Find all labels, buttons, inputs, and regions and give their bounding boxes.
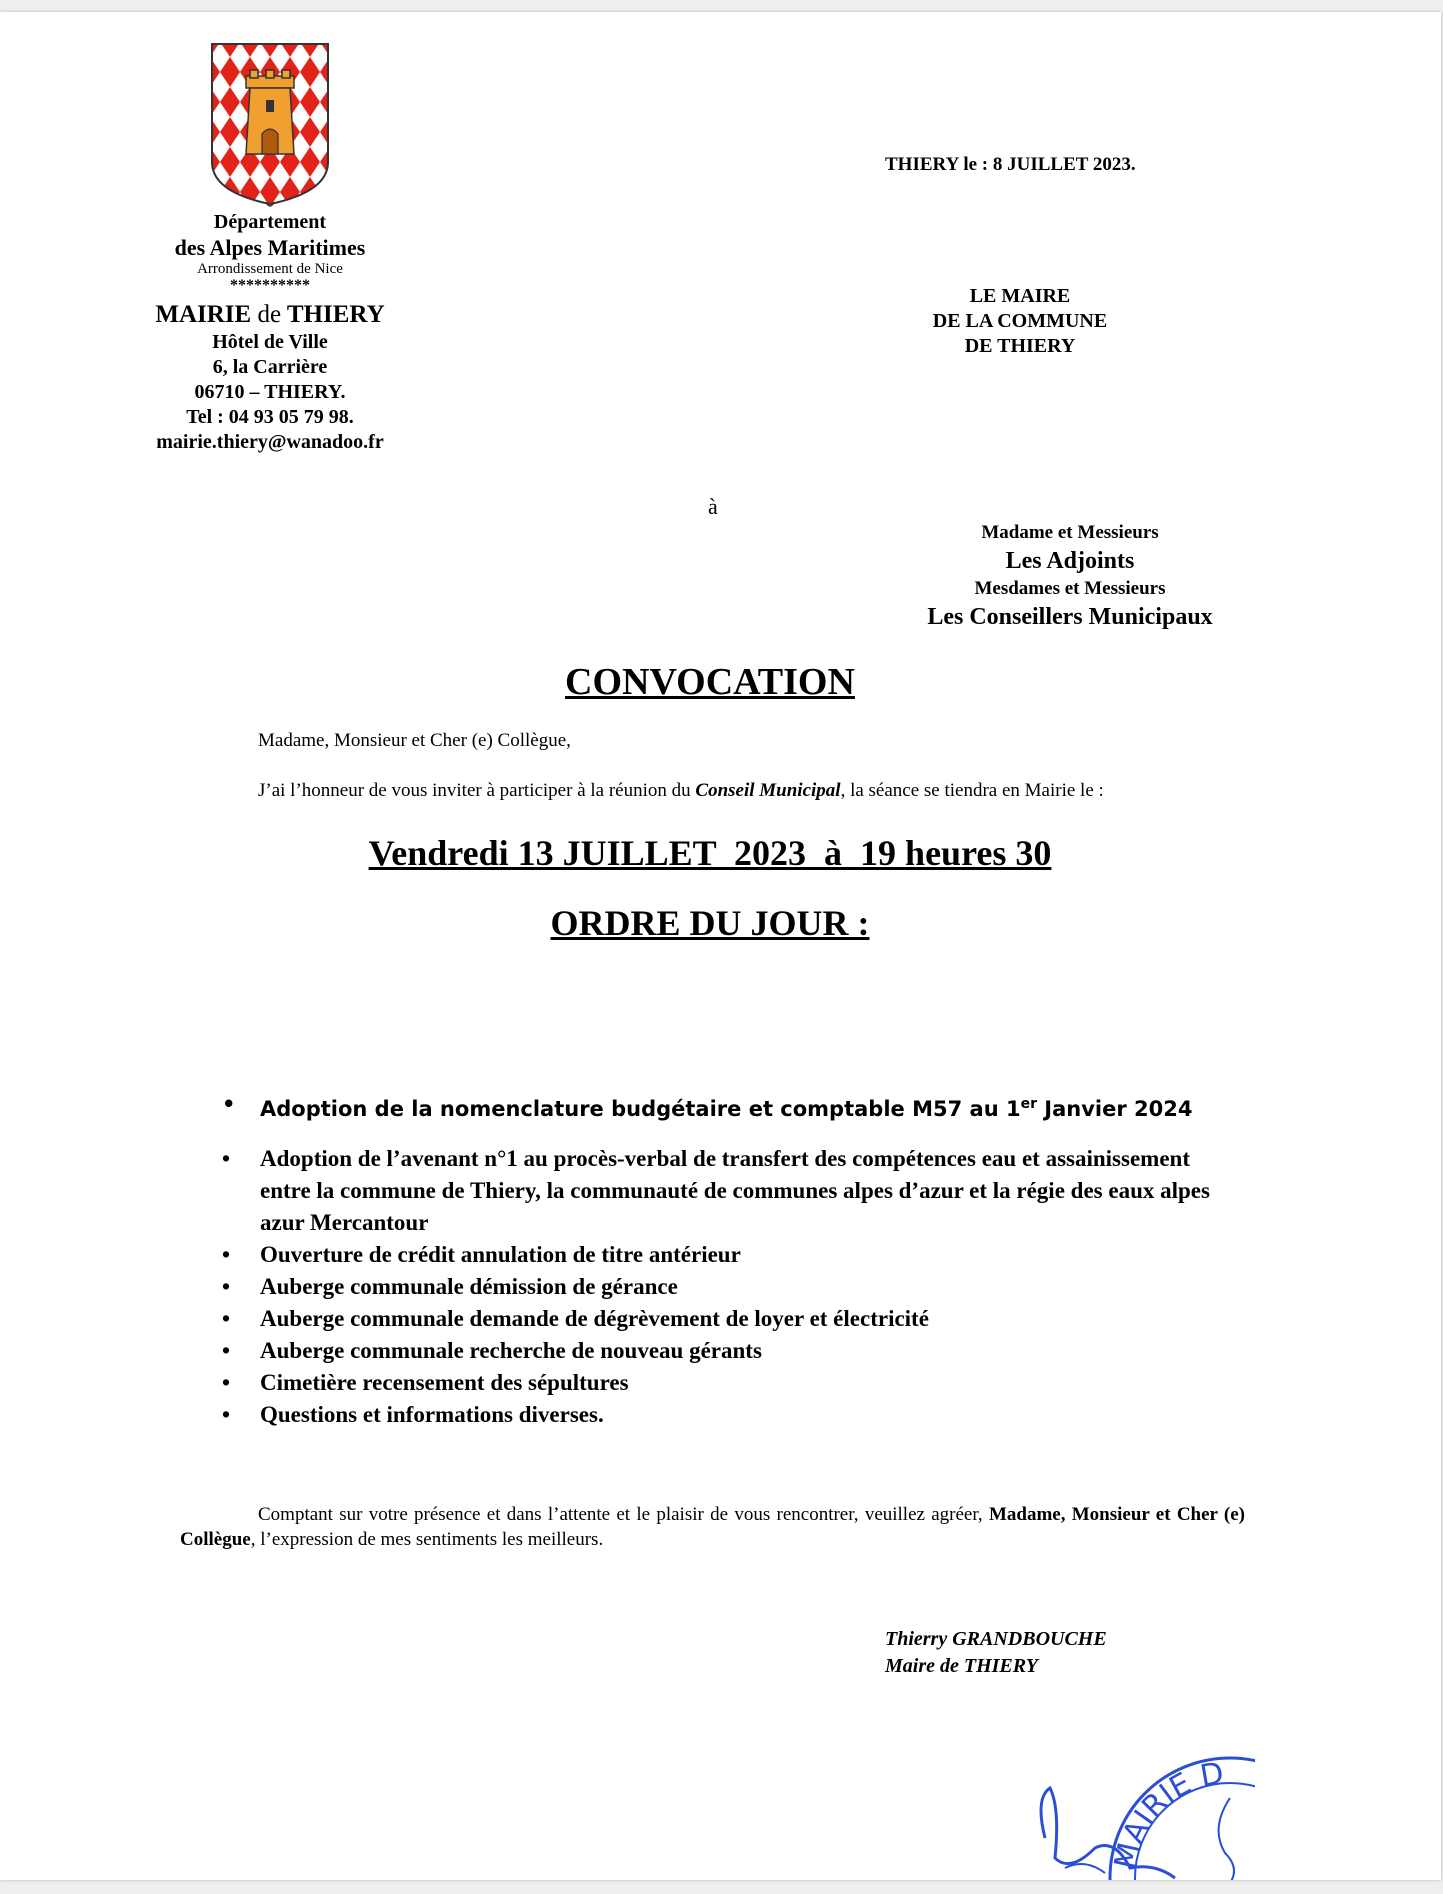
agenda-item-text: Adoption de la nomenclature budgétaire et comptable M57 au 1 — [260, 1097, 1021, 1121]
address-line-3: 06710 – THIERY. — [194, 381, 346, 403]
coat-of-arms-logo — [210, 42, 330, 207]
agenda-item-text: Auberge communale démission de gérance — [260, 1274, 678, 1299]
closing-paragraph — [180, 1502, 1245, 1552]
closing-bold: Madame, Monsieur et Cher (e) Collègue — [180, 1504, 1245, 1550]
official-stamp-and-signature — [1025, 1688, 1255, 1880]
agenda-item-text: Cimetière recensement des sépultures — [260, 1370, 629, 1395]
signature-block — [885, 1626, 1107, 1680]
recipients-block — [905, 520, 1235, 632]
agenda-item — [222, 1143, 1230, 1239]
departement-line: Département — [213, 211, 327, 233]
recipient-line-3: Mesdames et Messieurs — [974, 578, 1166, 599]
invitation-before: J’ai l’honneur de vous inviter à participer à la réunion du — [258, 780, 696, 801]
agenda-item — [222, 1088, 1230, 1125]
letterhead-block — [120, 210, 420, 455]
signatory-name: Thierry GRANDBOUCHE — [885, 1628, 1107, 1650]
document-title: CONVOCATION — [565, 661, 855, 703]
agenda-item — [222, 1367, 1230, 1399]
recipient-line-4: Les Conseillers Municipaux — [927, 604, 1213, 630]
agenda-item-text: Ouverture de crédit annulation de titre antérieur — [260, 1242, 741, 1267]
salutation: Madame, Monsieur et Cher (e) Collègue, — [258, 730, 571, 751]
date-line: THIERY le : 8 JUILLET 2023. — [885, 154, 1136, 175]
agenda-item-text: Questions et informations diverses. — [260, 1402, 604, 1427]
bullet-icon: • — [222, 1274, 231, 1299]
agenda-item-text: Auberge communale recherche de nouveau gérants — [260, 1338, 762, 1363]
separator-stars: ********** — [230, 277, 310, 294]
address-line-1: Hôtel de Ville — [212, 331, 328, 353]
agenda-item — [222, 1271, 1230, 1303]
invitation-after: , la séance se tiendra en Mairie le : — [840, 780, 1104, 801]
agenda-item — [222, 1303, 1230, 1335]
sender-line-1: LE MAIRE — [969, 285, 1071, 307]
signatory-title: Maire de THIERY — [885, 1655, 1038, 1677]
tower-icon — [246, 70, 294, 154]
bullet-icon: • — [222, 1402, 231, 1427]
agenda-item-sup: er — [1020, 1096, 1037, 1112]
agenda-item — [222, 1399, 1230, 1431]
agenda-item — [222, 1335, 1230, 1367]
addressed-to-char: à — [708, 494, 718, 519]
bullet-icon: • — [222, 1146, 231, 1171]
phone-number: Tel : 04 93 05 79 98. — [186, 406, 354, 428]
agenda-item-text-end: Janvier 2024 — [1036, 1097, 1193, 1121]
recipient-line-2: Les Adjoints — [1005, 548, 1135, 574]
invitation-emphasis: Conseil Municipal — [695, 780, 841, 801]
agenda-list — [222, 1088, 1230, 1431]
bullet-icon: • — [222, 1370, 231, 1395]
document-page — [0, 12, 1441, 1880]
agenda-item — [222, 1239, 1230, 1271]
meeting-date: Vendredi 13 JUILLET 2023 à 19 heures 30 — [368, 833, 1052, 873]
agenda-item-text: Adoption de l’avenant n°1 au procès-verbal de transfert des compétences eau et assainissement entre la commune de Thiery, la communauté de communes alpes d’azur et la régie des eaux alpes azur Mercantour — [260, 1146, 1210, 1235]
departement-name: des Alpes Maritimes — [174, 235, 366, 260]
sender-line-3: DE THIERY — [964, 335, 1076, 357]
bullet-icon: • — [222, 1092, 236, 1116]
invitation-sentence — [258, 780, 1104, 802]
closing-text-2: , l’expression de mes sentiments les meilleurs. — [250, 1529, 604, 1550]
bullet-icon: • — [222, 1338, 231, 1363]
recipient-line-1: Madame et Messieurs — [981, 522, 1159, 543]
agenda-title: ORDRE DU JOUR : — [550, 903, 870, 943]
stamp-text: MAIRIE D — [1108, 1755, 1227, 1873]
mairie-name: THIERY — [286, 301, 385, 328]
bullet-icon: • — [222, 1242, 231, 1267]
mairie-word: MAIRIE — [155, 301, 252, 328]
email-address: mairie.thiery@wanadoo.fr — [156, 431, 384, 453]
mairie-title — [120, 300, 420, 330]
address-line-2: 6, la Carrière — [212, 356, 328, 378]
sender-line-2: DE LA COMMUNE — [932, 310, 1108, 332]
closing-text-1: Comptant sur votre présence et dans l’attente et le plaisir de vous rencontrer, veuillez agréer, — [258, 1504, 989, 1525]
bullet-icon: • — [222, 1306, 231, 1331]
arrondissement: Arrondissement de Nice — [197, 261, 343, 277]
sender-block — [900, 284, 1140, 359]
agenda-item-text: Auberge communale demande de dégrèvement de loyer et électricité — [260, 1306, 929, 1331]
mairie-de: de — [257, 301, 282, 328]
